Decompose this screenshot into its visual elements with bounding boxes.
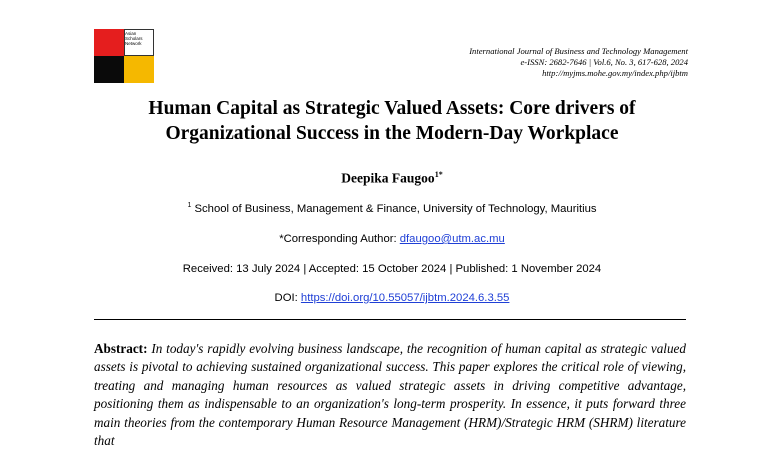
divider (94, 319, 686, 320)
abstract-text: In today's rapidly evolving business landscape, the recognition of human capital as strategic valued assets is pivotal to achieving sustained organizational success. This paper explores the critical role of viewing, treating and managing human resources as valued strategic assets in driving competitive advantage, positioning them as indispensable to an organization's long-term prosperity. In essence, it puts forward three main theories from the contemporary Human Resource Management (HRM)/Strategic HRM (SHRM) literature that (94, 341, 687, 449)
publisher-logo (94, 29, 154, 83)
title-line-2: Organizational Success in the Modern-Day Workplace (165, 123, 619, 144)
logo-yellow-square (124, 56, 154, 83)
journal-issn: e-ISSN: 2682-7646 | Vol.6, No. 3, 617-628, 2024 (520, 57, 688, 67)
logo-black-square (94, 56, 124, 83)
email-link[interactable]: dfaugoo@utm.ac.mu (399, 233, 505, 245)
journal-name: International Journal of Business and Technology Management (469, 46, 688, 56)
title-line-1: Human Capital as Strategic Valued Assets: Core drivers of (148, 98, 636, 119)
journal-header (469, 46, 688, 79)
affiliation-text: School of Business, Management & Finance, University of Technology, Mauritius (194, 202, 597, 215)
author-name: Deepika Faugoo (341, 170, 435, 186)
author (0, 170, 784, 187)
abstract (94, 340, 686, 450)
paper-title (0, 96, 784, 146)
doi-label: DOI: (274, 292, 301, 304)
logo-red-square (94, 29, 124, 56)
publication-dates: Received: 13 July 2024 | Accepted: 15 October 2024 | Published: 1 November 2024 (182, 263, 602, 275)
corresponding-label: *Corresponding Author: (279, 233, 400, 245)
affiliation (0, 202, 784, 215)
affiliation-mark: 1 (187, 202, 192, 209)
author-marks: 1* (434, 170, 443, 179)
journal-url[interactable]: http://myjms.mohe.gov.my/index.php/ijbtm (542, 68, 688, 78)
logo-text: Asian Scholars Network (125, 31, 143, 46)
abstract-label: Abstract: (94, 341, 148, 356)
corresponding-author (0, 233, 784, 245)
doi-link[interactable]: https://doi.org/10.55057/ijbtm.2024.6.3.55 (300, 292, 510, 304)
doi (0, 292, 784, 304)
